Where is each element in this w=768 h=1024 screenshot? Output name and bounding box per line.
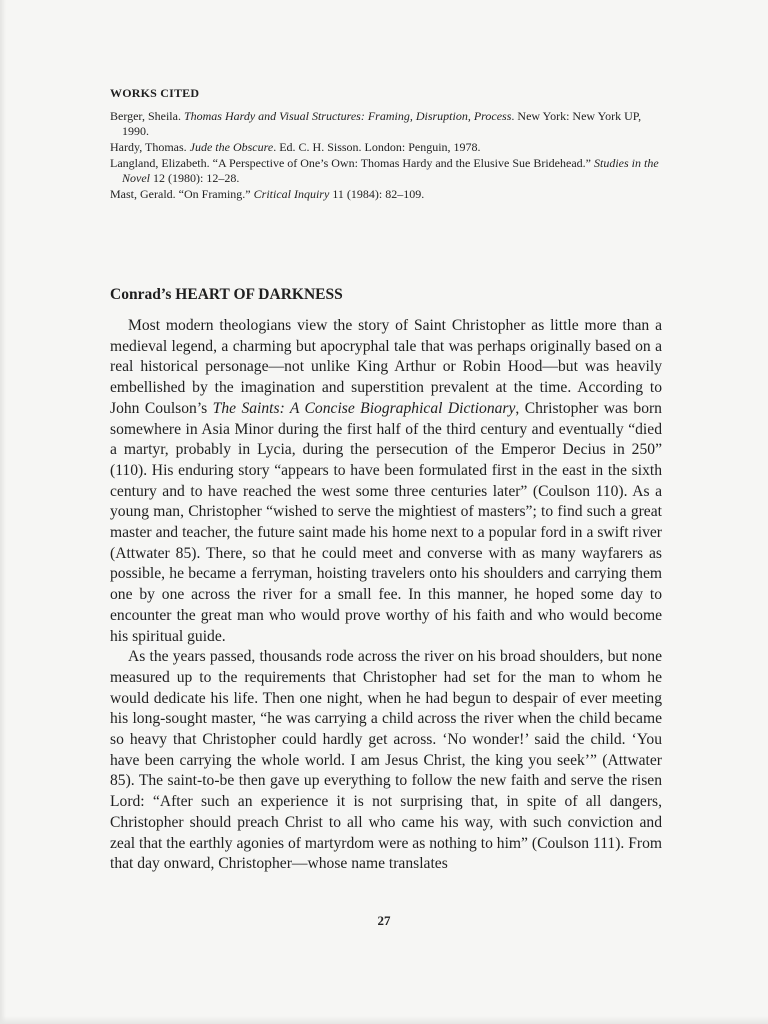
paragraph-text: Most modern theologians view the story of Saint Christopher as little more than a medieval legend, a charming but apocryphal tale that was perhaps originally based on a real historical personage—not unlike King Arthur or Robin Hood—but was heavily embellished by the imagination and superstition prevalent at the time. According to John Coulson’s (110, 317, 662, 417)
citation-text: Langland, Elizabeth. “A Perspective of One’s Own: Thomas Hardy and the Elusive Sue Bridehead.” (110, 156, 594, 170)
citation-berger (110, 109, 670, 139)
page-bottom-shadow (0, 1016, 768, 1024)
citation-mast (110, 187, 670, 202)
citation-title: Studies in the Novel (122, 156, 659, 185)
citation-text: . New York: New York UP, 1990. (122, 109, 642, 138)
paragraph-text: , Christopher was born somewhere in Asia Minor during the first half of the third century and eventually “died a martyr, probably in Lycia, during the persecution of the Emperor Decius in 250” (110). His enduring story “appears to have been formulated first in the east in the sixth century and to have reached the west some three centuries later” (Coulson 110). As a young man, Christopher “wished to serve the mightiest of masters”; to find such a great master and teacher, the future saint made his home next to a popular ford in a swift river (Attwater 85). There, so that he could meet and converse with as many wayfarers as possible, he became a ferryman, hoisting travelers onto his shoulders and carrying them one by one across the river for a small fee. In this manner, he hoped some day to encounter the great man who would prove worthy of his faith and who would become his spiritual guide. (110, 399, 662, 645)
citation-text: Hardy, Thomas. (110, 140, 190, 154)
paragraph-text: As the years passed, thousands rode across the river on his broad shoulders, but none measured up to the requirements that Christopher had set for the man to whom he would dedicate his life. Then one night, when he had begun to despair of ever meeting his long-sought master, “he was carrying a child across the river when the child became so heavy that Christopher could hardly get across. ‘No wonder!’ said the child. ‘You have been carrying the whole world. I am Jesus Christ, the king you seek’” (Attwater 85). The saint-to-be then gave up everything to follow the new faith and serve the risen Lord: “After such an experience it is not surprising that, in spite of all dangers, Christopher should preach Christ to all who came his way, with such conviction and zeal that the earthly agonies of martyrdom were as nothing to him” (Coulson 111). From that day onward, Christopher—whose name translates (110, 648, 662, 873)
citation-text: 11 (1984): 82–109. (329, 187, 425, 201)
citation-text: Berger, Sheila. (110, 109, 184, 123)
citation-text: Mast, Gerald. “On Framing.” (110, 187, 254, 201)
citation-text: . Ed. C. H. Sisson. London: Penguin, 1978. (273, 140, 481, 154)
book-title: The Saints: A Concise Biographical Dictionary (212, 399, 516, 417)
body-paragraph-1 (110, 316, 662, 647)
body-paragraph-2 (110, 647, 662, 875)
article-body (110, 316, 662, 875)
citation-title: Thomas Hardy and Visual Structures: Framing, Disruption, Process (183, 109, 512, 123)
citation-title: Jude the Obscure (189, 140, 274, 154)
works-cited-heading: WORKS CITED (110, 86, 200, 100)
article-title: Conrad’s HEART OF DARKNESS (110, 286, 343, 303)
page-number: 27 (377, 913, 391, 928)
citation-langland (110, 156, 670, 186)
works-cited-section (110, 86, 670, 203)
citation-hardy (110, 140, 670, 155)
citation-text: 12 (1980): 12–28. (150, 171, 240, 185)
page-edge-shadow (0, 0, 6, 1024)
citation-title: Critical Inquiry (253, 187, 330, 201)
